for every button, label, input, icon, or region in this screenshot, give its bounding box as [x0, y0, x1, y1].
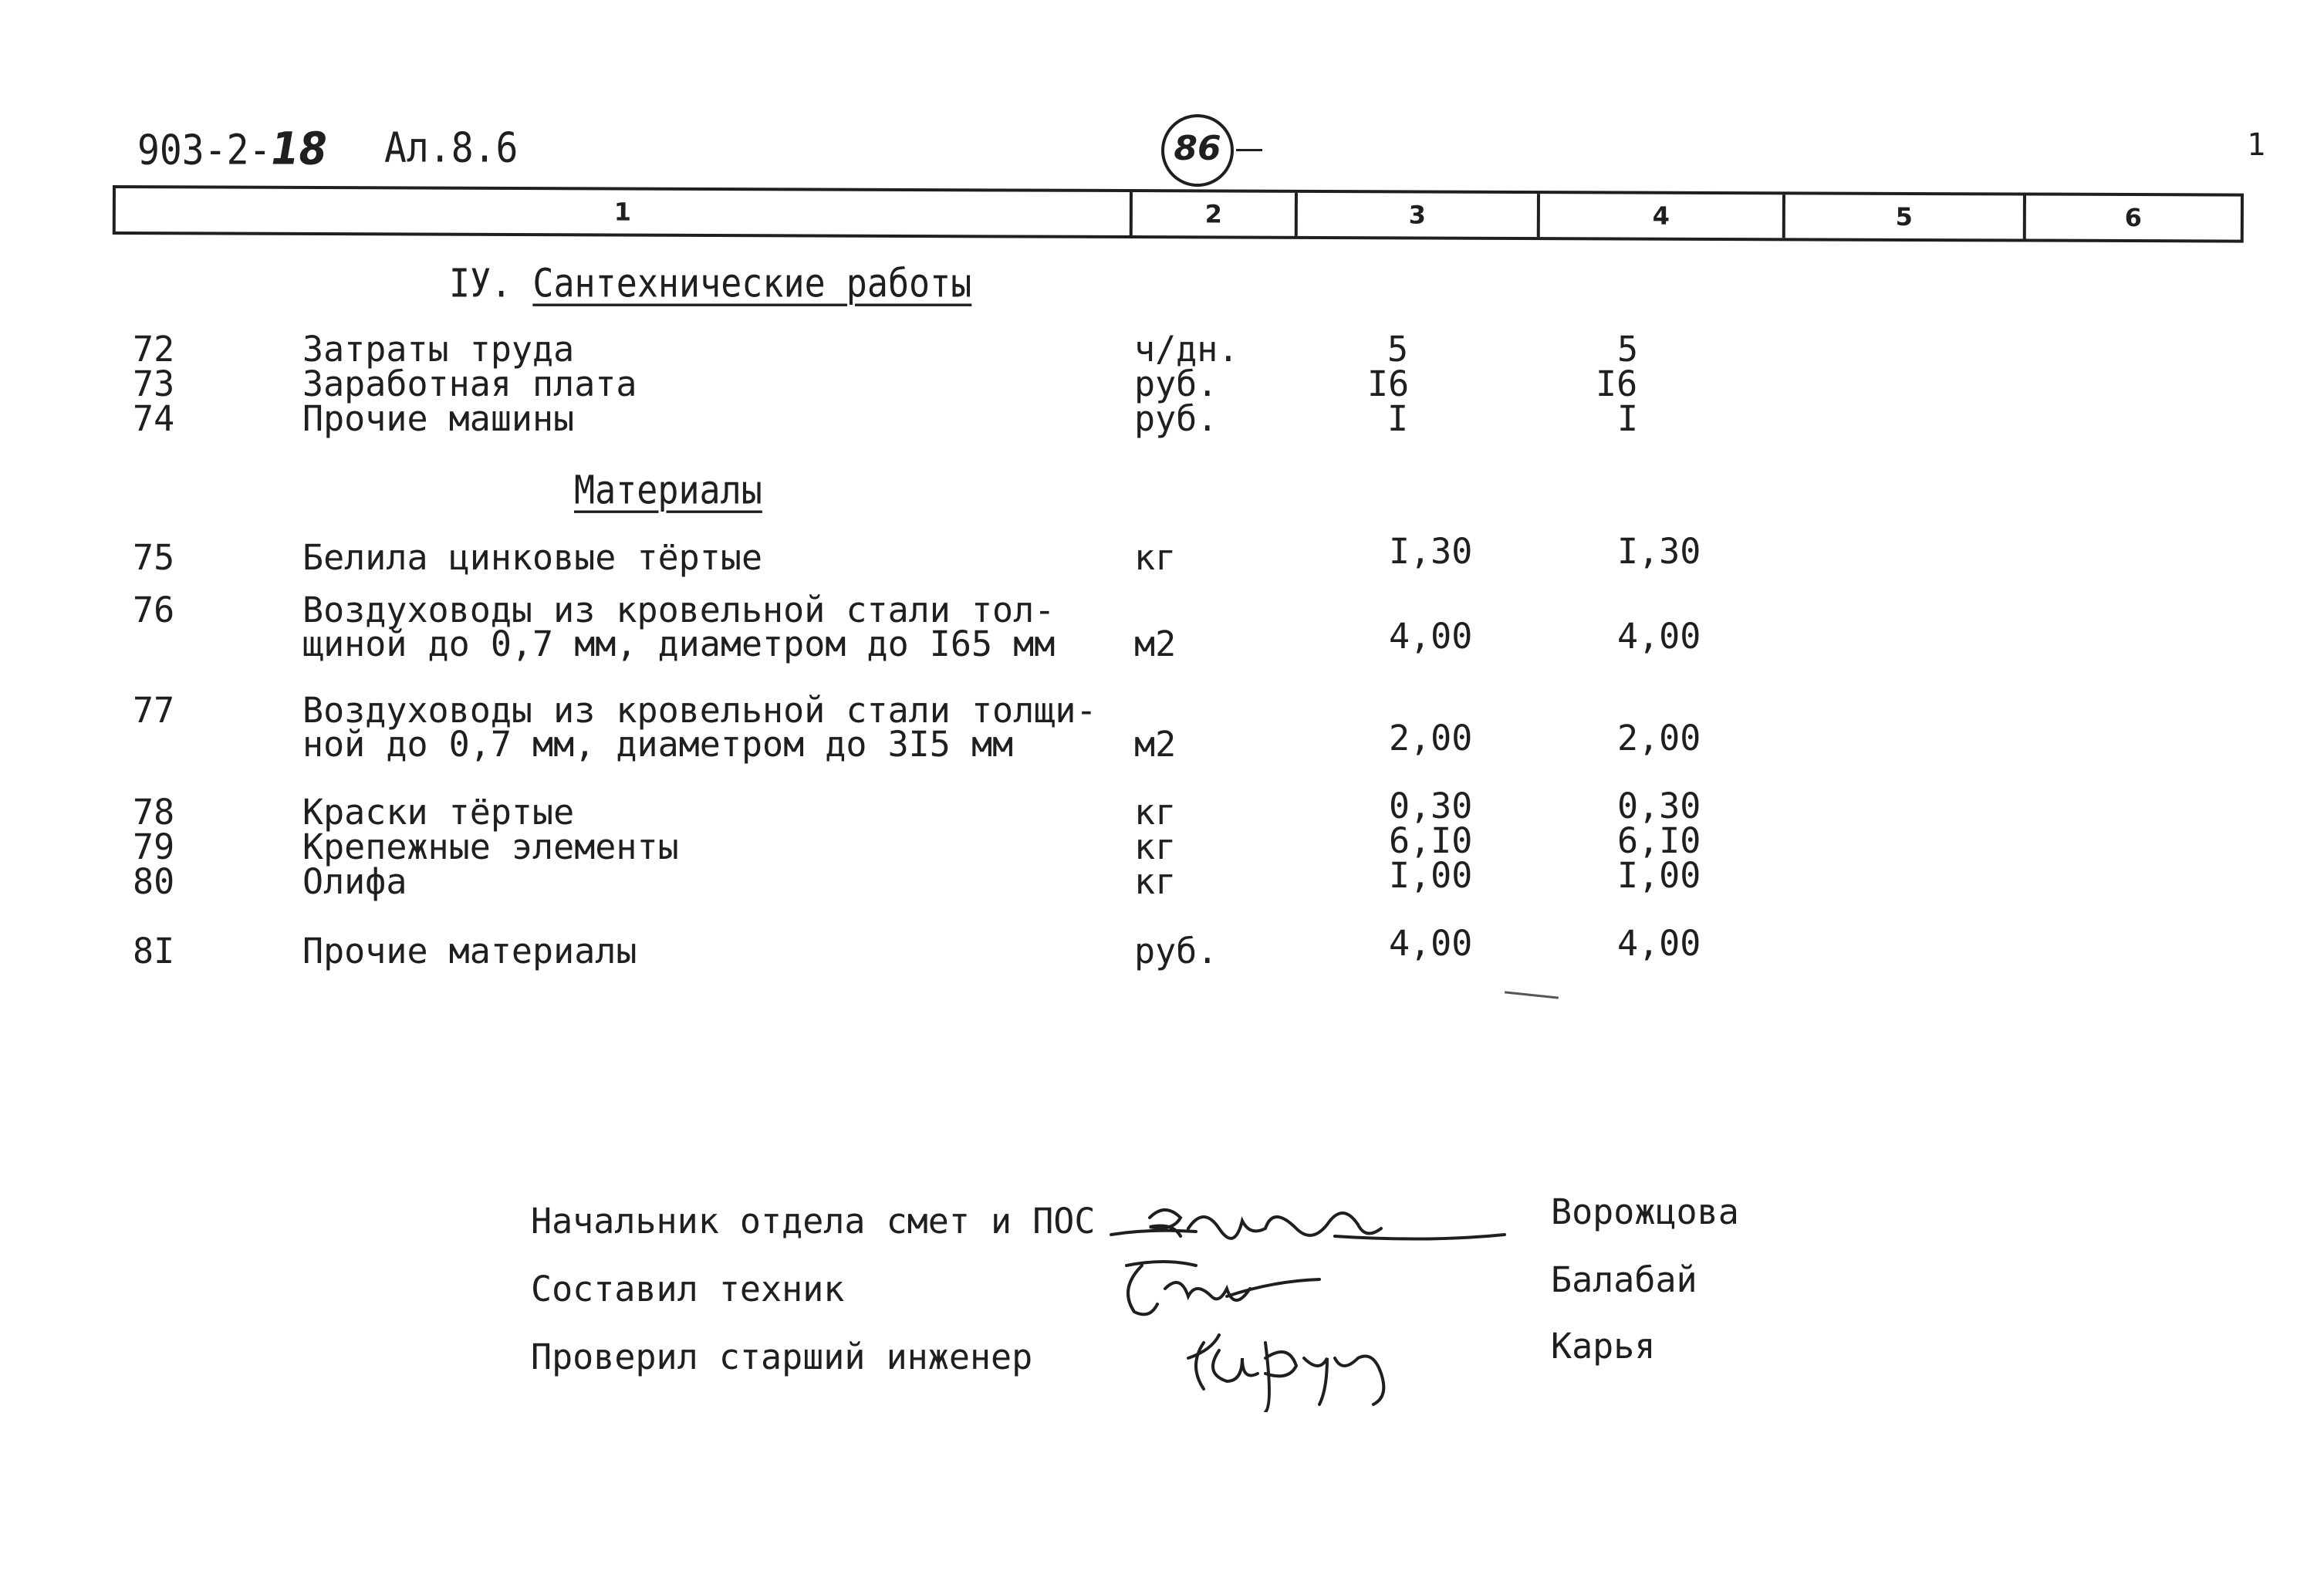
- row-col4: 4,00: [1617, 923, 1701, 964]
- row-col3: 2,00: [1389, 718, 1473, 759]
- row-number: 74: [133, 398, 175, 439]
- row-number: 80: [133, 861, 175, 902]
- row-col3: 0,30: [1389, 786, 1473, 826]
- handwritten-signature: [1173, 1312, 1451, 1412]
- row-number: 73: [133, 363, 175, 404]
- row-col4: 5: [1617, 329, 1639, 370]
- divider: [1236, 149, 1262, 151]
- signature-name: Балабай: [1551, 1259, 1697, 1300]
- row-col4: I,30: [1617, 531, 1701, 572]
- section-title: [449, 260, 972, 306]
- stray-mark: [1505, 991, 1559, 999]
- row-name-line-2: щиной до 0,7 мм, диаметром до I65 мм: [302, 623, 1056, 664]
- signature-role: Начальник отдела смет и ПОС: [531, 1201, 1096, 1242]
- row-name: Прочие материалы: [302, 931, 637, 972]
- column-header-5: 5: [1782, 194, 2023, 238]
- sheet-number: Ал.8.6: [384, 123, 519, 172]
- row-col3: 6,I0: [1389, 820, 1473, 861]
- column-header-4: 4: [1537, 194, 1782, 238]
- row-name: Прочие машины: [302, 398, 575, 439]
- row-name: Белила цинковые тёртые: [302, 537, 763, 578]
- row-col3: I: [1387, 398, 1409, 439]
- row-number: 77: [133, 690, 175, 731]
- row-unit: ч/дн.: [1134, 329, 1239, 370]
- row-name: Крепежные элементы: [302, 826, 679, 867]
- column-header-3: 3: [1295, 193, 1537, 237]
- column-header-1: 1: [613, 197, 632, 227]
- row-unit: кг: [1134, 826, 1177, 867]
- row-number: 76: [133, 590, 175, 630]
- row-col4: I6: [1596, 363, 1638, 404]
- row-unit: руб.: [1134, 363, 1218, 404]
- row-col4: 0,30: [1617, 786, 1701, 826]
- row-unit: руб.: [1134, 398, 1218, 439]
- document-code: [137, 123, 327, 175]
- row-name-line-2: ной до 0,7 мм, диаметром до 3I5 мм: [302, 724, 1014, 765]
- row-number: 78: [133, 792, 175, 833]
- document-code-handwritten: 18: [271, 123, 327, 176]
- row-col3: 4,00: [1389, 616, 1473, 657]
- row-col4: 2,00: [1617, 718, 1701, 759]
- row-unit: м2: [1134, 724, 1177, 765]
- row-col3: I,30: [1389, 531, 1473, 572]
- row-col4: 4,00: [1617, 616, 1701, 657]
- row-col3: I6: [1367, 363, 1410, 404]
- row-name-line-1: Воздуховоды из кровельной стали тол-: [302, 590, 1056, 630]
- row-col3: I,00: [1389, 855, 1473, 896]
- row-name: Заработная плата: [302, 363, 637, 404]
- row-unit: кг: [1134, 537, 1177, 578]
- row-col3: 5: [1387, 329, 1409, 370]
- row-number: 79: [133, 826, 175, 867]
- section-title-text: Сантехнические работы: [532, 260, 972, 306]
- row-name: Затраты труда: [302, 329, 575, 370]
- row-col4: 6,I0: [1617, 820, 1701, 861]
- row-unit: м2: [1134, 623, 1177, 664]
- row-number: 72: [133, 329, 175, 370]
- signature-name: Карья: [1551, 1326, 1656, 1367]
- signature-name: Ворожцова: [1551, 1191, 1739, 1232]
- row-col3: 4,00: [1389, 923, 1473, 964]
- signature-role: Проверил старший инженер: [531, 1336, 1033, 1377]
- row-unit: кг: [1134, 861, 1177, 902]
- section-numeral: IУ.: [449, 260, 512, 306]
- column-header-2: 2: [1130, 192, 1295, 236]
- document-code-prefix: 903-2-: [137, 126, 272, 175]
- row-col4: I: [1617, 398, 1639, 439]
- row-name: Краски тёртые: [302, 792, 575, 833]
- column-header-row: [113, 185, 2244, 243]
- row-name-line-1: Воздуховоды из кровельной стали толщи-: [302, 690, 1097, 731]
- corner-mark: 1: [2247, 127, 2266, 163]
- row-number: 75: [133, 537, 175, 578]
- materials-title: Материалы: [574, 467, 762, 513]
- row-name: Олифа: [302, 861, 407, 902]
- signature-role: Составил техник: [531, 1269, 845, 1309]
- row-unit: кг: [1134, 792, 1177, 833]
- row-number: 8I: [133, 931, 175, 972]
- row-unit: руб.: [1134, 931, 1218, 972]
- column-header-6: 6: [2023, 196, 2241, 240]
- page-number-circle: 86: [1161, 114, 1234, 187]
- row-col4: I,00: [1617, 855, 1701, 896]
